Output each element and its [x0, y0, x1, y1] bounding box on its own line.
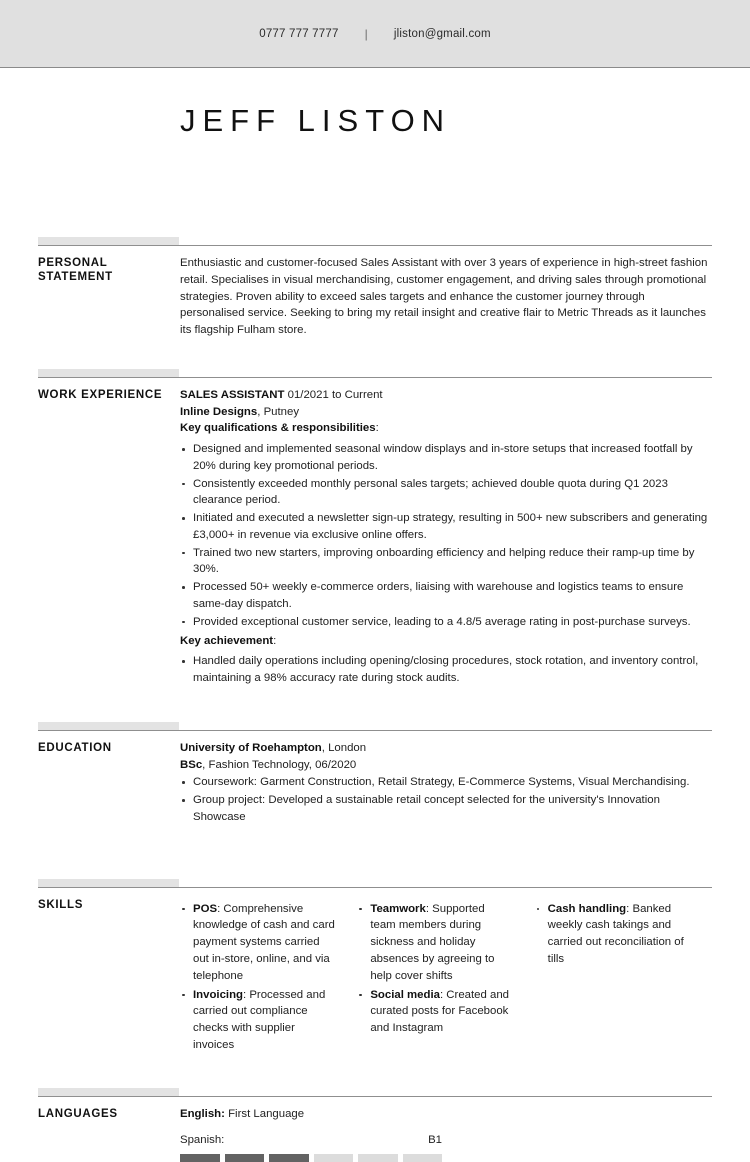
- language-first-line: [180, 1106, 712, 1123]
- list-item: Coursework: Garment Construction, Retail Strategy, E-Commerce Systems, Visual Merchandising.: [180, 774, 712, 791]
- list-item: Group project: Developed a sustainable retail concept selected for the university's Innovation Showcase: [180, 792, 712, 826]
- divider-bar: [38, 722, 179, 730]
- skills-list: [357, 901, 512, 1037]
- section-education: [0, 722, 750, 827]
- achievement-bullets: [180, 653, 712, 687]
- divider-bar: [38, 879, 179, 887]
- degree-line: [180, 757, 712, 774]
- institution-line: [180, 740, 712, 757]
- meter-segment: [358, 1154, 398, 1162]
- skill-description: : Supported team members during sickness and holiday absences by agreeing to help cover shifts: [370, 902, 495, 982]
- skill-term: Social media: [370, 988, 440, 1001]
- skill-description: : Created and curated posts for Facebook and Instagram: [370, 988, 509, 1035]
- section-divider: [38, 879, 712, 888]
- contact-header-band: [0, 0, 750, 68]
- phone-number: 0777 777 7777: [259, 27, 339, 40]
- job-title: SALES ASSISTANT: [180, 388, 285, 401]
- achievement-heading: Key achievement: [180, 634, 274, 647]
- languages-content: [180, 1106, 712, 1162]
- meter-segment: [314, 1154, 354, 1162]
- section-divider: [38, 1088, 712, 1097]
- institution-location: , London: [321, 741, 367, 754]
- divider-line: [38, 730, 712, 731]
- section-label-languages: LANGUAGES: [38, 1107, 118, 1120]
- section-label-education: EDUCATION: [38, 741, 112, 754]
- list-item: [357, 901, 512, 985]
- name-block: [0, 68, 750, 139]
- work-experience-bullets: [180, 441, 712, 630]
- list-item: Initiated and executed a newsletter sign-up strategy, resulting in 500+ new subscribers and generating £3,000+ in revenue via exclusive online offers.: [180, 510, 712, 544]
- list-item: Processed 50+ weekly e-commerce orders, liaising with warehouse and logistics teams to ensure same-day dispatch.: [180, 579, 712, 613]
- email-address: jliston@gmail.com: [393, 27, 491, 40]
- language-proficiency-meter: [180, 1154, 442, 1162]
- meter-segment: [180, 1154, 220, 1162]
- skills-column-1: [180, 897, 357, 1056]
- education-bullets: [180, 774, 712, 825]
- skill-description: : Processed and carried out compliance checks with supplier invoices: [193, 988, 326, 1051]
- divider-bar: [38, 369, 179, 377]
- skill-term: Cash handling: [547, 902, 627, 915]
- list-item: Handled daily operations including opening/closing procedures, stock rotation, and inventory control, maintaining a 98% accuracy rate during stock audits.: [180, 653, 712, 687]
- section-label-skills: SKILLS: [38, 898, 84, 911]
- personal-statement-content: [180, 255, 712, 339]
- job-dates: 01/2021 to Current: [287, 388, 383, 401]
- list-item: [180, 987, 335, 1054]
- divider-line: [38, 1096, 712, 1097]
- skills-content: [180, 897, 712, 1056]
- skill-term: Invoicing: [193, 988, 243, 1001]
- section-divider: [38, 237, 712, 246]
- candidate-name: JEFF LISTON: [180, 103, 452, 138]
- section-personal-statement: [0, 237, 750, 339]
- first-language-name: English:: [180, 1107, 225, 1120]
- meter-segment: [225, 1154, 265, 1162]
- list-item: Designed and implemented seasonal window displays and in-store setups that increased footfall by 20% during key promotional periods.: [180, 441, 712, 475]
- contact-line: [259, 27, 491, 41]
- meter-segment: [269, 1154, 309, 1162]
- section-label-personal-statement: [38, 255, 180, 285]
- company-line: [180, 404, 712, 421]
- qualifications-heading-line: [180, 420, 712, 437]
- language-second-row: [180, 1132, 442, 1162]
- skill-description: : Comprehensive knowledge of cash and card payment systems carried out in-store, online, and via telephone: [193, 902, 335, 982]
- list-item: Provided exceptional customer service, leading to a 4.8/5 average rating in post-purchase surveys.: [180, 614, 712, 631]
- company-location: , Putney: [257, 405, 300, 418]
- section-label-line-2: STATEMENT: [38, 271, 113, 284]
- second-language-level: B1: [428, 1134, 442, 1147]
- second-language-name: Spanish:: [180, 1134, 225, 1147]
- degree-name: BSc: [180, 758, 203, 771]
- skills-column-3: [535, 897, 712, 1056]
- section-skills: [0, 879, 750, 1056]
- personal-statement-text: Enthusiastic and customer-focused Sales Assistant with over 3 years of experience in high-street fashion retail. Specialises in visual merchandising, customer engagement, and driving sales through promotional strategies. Proven ability to exceed sales targets and enhance the customer journey through personalised service. Seeking to bring my retail insight and creative flair to Metric Threads as it launches its flagship Fulham store.: [180, 257, 708, 337]
- skills-list: [535, 901, 690, 968]
- job-title-line: [180, 387, 712, 404]
- section-divider: [38, 722, 712, 731]
- divider-line: [38, 887, 712, 888]
- divider-bar: [38, 1088, 179, 1096]
- list-item: [535, 901, 690, 968]
- divider-line: [38, 245, 712, 246]
- list-item: [357, 987, 512, 1037]
- section-divider: [38, 369, 712, 378]
- list-item: Consistently exceeded monthly personal sales targets; achieved double quota during Q1 2023 clearance period.: [180, 476, 712, 510]
- achievement-heading-line: [180, 633, 712, 650]
- section-work-experience: [0, 369, 750, 688]
- skill-description: : Banked weekly cash takings and carried out reconciliation of tills: [547, 902, 684, 965]
- skills-column-2: [357, 897, 534, 1056]
- qualifications-heading: Key qualifications & responsibilities: [180, 422, 376, 435]
- company-name: Inline Designs: [180, 405, 258, 418]
- skills-list: [180, 901, 335, 1054]
- first-language-value: First Language: [224, 1107, 305, 1120]
- work-experience-content: [180, 387, 712, 688]
- contact-separator: |: [364, 26, 368, 41]
- skill-term: Teamwork: [370, 902, 426, 915]
- achievement-colon: :: [273, 634, 277, 647]
- section-label-line-1: PERSONAL: [38, 257, 108, 269]
- list-item: Trained two new starters, improving onboarding efficiency and helping reduce their ramp-up time by 30%.: [180, 545, 712, 579]
- divider-line: [38, 377, 712, 378]
- list-item: [180, 901, 335, 985]
- institution-name: University of Roehampton: [180, 741, 322, 754]
- section-label-work-experience: WORK EXPERIENCE: [38, 388, 163, 401]
- divider-bar: [38, 237, 179, 245]
- degree-details: , Fashion Technology, 06/2020: [202, 758, 357, 771]
- qualifications-colon: :: [375, 422, 379, 435]
- meter-segment: [403, 1154, 443, 1162]
- skill-term: POS: [193, 902, 218, 915]
- section-languages: [0, 1088, 750, 1162]
- education-content: [180, 740, 712, 827]
